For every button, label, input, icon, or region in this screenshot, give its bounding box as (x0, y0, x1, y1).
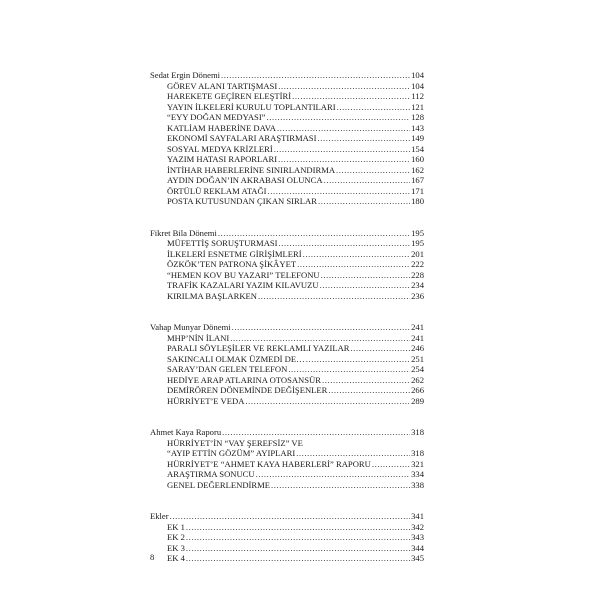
toc-page-number: 289 (411, 395, 424, 406)
toc-entry (150, 259, 424, 270)
toc-entry-title: EKONOMİ SAYFALARI ARAŞTIRMASI (167, 133, 317, 143)
toc-section (150, 511, 424, 564)
toc-entry (150, 385, 424, 396)
toc-entry-title: SARAY’DAN GELEN TELEFON (167, 364, 288, 374)
toc-entry (150, 469, 424, 480)
toc-section (150, 228, 424, 302)
dot-leader (297, 259, 410, 270)
dot-leader (274, 144, 410, 155)
dot-leader (218, 228, 410, 239)
toc-page-number: 345 (411, 553, 424, 563)
toc-page-number: 321 (411, 458, 424, 469)
dot-leader (324, 175, 411, 186)
toc-page-number: 236 (411, 290, 424, 301)
toc-entry (150, 396, 424, 407)
dot-leader (230, 333, 410, 344)
toc-page-number: 318 (411, 448, 424, 458)
toc-entry-title: “AYIP ETTİN GÖZÜM” AYIPLARI (167, 448, 296, 458)
dot-leader (258, 291, 410, 302)
toc-entry (150, 175, 424, 186)
dot-leader (245, 396, 410, 407)
toc-page-number: 104 (411, 70, 424, 80)
dot-leader (318, 196, 410, 207)
toc-entry-title: HÜRRİYET’E VEDA (167, 395, 245, 406)
page-number: 8 (150, 552, 155, 562)
toc-entry (150, 459, 424, 470)
dot-leader (320, 280, 411, 291)
toc-entry-title: “HEMEN KOV BU YAZARI” TELEFONU (167, 269, 320, 280)
toc-entry (150, 354, 424, 365)
toc-entry-title: KIRILMA BAŞLARKEN (167, 290, 257, 301)
dot-leader (351, 343, 411, 354)
toc-entry (150, 165, 424, 176)
toc-page-number: 266 (411, 385, 424, 395)
dot-leader (292, 91, 410, 102)
toc-entry-title: GÖREV ALANI TARTIŞMASI (167, 80, 278, 91)
toc-entry (150, 343, 424, 354)
toc-entry (150, 91, 424, 102)
toc-entry-title: GENEL DEĞERLENDİRME (167, 479, 271, 490)
toc-entry (150, 144, 424, 155)
toc-entry (150, 112, 424, 123)
dot-leader (317, 133, 410, 144)
toc-page-number: 180 (411, 196, 424, 206)
toc-entry (150, 123, 424, 134)
toc-page-number: 228 (411, 269, 424, 280)
toc-entry-title: AYDIN DOĞAN’IN AKRABASI OLUNCA (167, 175, 323, 185)
dot-leader (186, 522, 410, 533)
toc-page-number: 342 (411, 521, 424, 532)
toc-entry (150, 249, 424, 260)
toc-page-number: 246 (411, 343, 424, 353)
dot-leader (256, 469, 410, 480)
toc-page-number: 112 (411, 91, 424, 101)
toc-page-number: 143 (411, 122, 424, 133)
toc-entry-title: YAZIM HATASI RAPORLARI (167, 154, 278, 164)
toc-page-number: 338 (411, 479, 424, 490)
toc-section-heading (150, 511, 424, 522)
dot-leader (186, 532, 410, 543)
dot-leader (328, 385, 410, 396)
toc-entry-title: HEDİYE ARAP ATLARINA OTOSANSÜR (167, 374, 321, 385)
toc-entry (150, 102, 424, 113)
toc-page-number: 128 (411, 112, 424, 122)
toc-entry-title: EK 4 (167, 553, 185, 563)
toc-page-number: 343 (411, 532, 424, 542)
toc-page-number: 254 (411, 364, 424, 374)
toc-entry (150, 333, 424, 344)
toc-section (150, 70, 424, 207)
table-of-contents (150, 70, 424, 564)
toc-entry-title: MÜFETTİŞ SORUŞTURMASI (167, 238, 278, 248)
toc-entry-title: SAKINCALI OLMAK ÜZMEDİ DE… (167, 353, 305, 364)
toc-entry (150, 238, 424, 249)
dot-leader (232, 322, 410, 333)
dot-leader (186, 553, 410, 564)
toc-entry-title: İLKELERİ ESNETME GİRİŞİMLERİ (167, 248, 302, 259)
dot-leader (279, 238, 411, 249)
toc-section-heading (150, 228, 424, 239)
toc-entry-title: HAREKETE GEÇİREN ELEŞTİRİ (167, 91, 292, 101)
toc-page-number: 195 (411, 238, 424, 248)
toc-page-number: 154 (411, 143, 424, 154)
toc-entry (150, 280, 424, 291)
toc-section-heading (150, 70, 424, 81)
toc-entry-title: EK 1 (167, 521, 185, 532)
dot-leader (306, 354, 410, 365)
dot-leader (372, 459, 410, 470)
toc-entry-title: HÜRRİYET’E “AHMET KAYA HABERLERİ” RAPORU (167, 458, 371, 469)
toc-entry-title: İNTİHAR HABERLERİNE SINIRLANDIRMA (167, 164, 336, 175)
toc-entry-title: ÖZKÖK’TEN PATRONA ŞİKÂYET (167, 259, 297, 269)
toc-page-number: 162 (411, 164, 424, 175)
toc-page-number: 160 (411, 154, 424, 164)
dot-leader (288, 364, 410, 375)
toc-page-number: 149 (411, 133, 424, 143)
toc-page-number: 241 (411, 332, 424, 343)
toc-entry (150, 270, 424, 281)
toc-entry (150, 532, 424, 543)
toc-section-heading (150, 427, 424, 438)
toc-entry-title: MHP’NİN İLANI (167, 332, 230, 343)
toc-entry-title: PARALI SÖYLEŞİLER VE REKLAMLI YAZILAR (167, 343, 350, 353)
toc-page-number: 104 (411, 80, 424, 91)
toc-entry-title: TRAFİK KAZALARI YAZIM KILAVUZU (167, 280, 319, 290)
toc-entry (150, 480, 424, 491)
toc-page-number: 262 (411, 374, 424, 385)
toc-entry (150, 154, 424, 165)
toc-entry-title: YAYIN İLKELERİ KURULU TOPLANTILARI (167, 101, 336, 112)
toc-entry (150, 448, 424, 459)
toc-entry-title: Ahmet Kaya Raporu (150, 427, 222, 437)
toc-page-number: 171 (411, 185, 424, 196)
dot-leader (222, 427, 410, 438)
dot-leader (322, 375, 410, 386)
toc-entry-title: POSTA KUTUSUNDAN ÇIKAN SIRLAR (167, 196, 317, 206)
toc-entry (150, 364, 424, 375)
toc-entry-title: KATLİAM HABERİNE DAVA (167, 122, 277, 133)
toc-entry-title: Vahap Munyar Dönemi (150, 322, 231, 332)
toc-entry (150, 543, 424, 554)
toc-entry (150, 553, 424, 564)
toc-entry (150, 186, 424, 197)
toc-entry-title: EK 3 (167, 542, 185, 553)
toc-page-number: 334 (411, 469, 424, 479)
section-gap (150, 301, 424, 322)
toc-entry-title: Ekler (150, 511, 169, 521)
dot-leader (277, 123, 410, 134)
toc-section (150, 427, 424, 490)
toc-entry-title: HÜRRİYET’İN “VAY ŞEREFSİZ” VE (167, 437, 303, 448)
toc-entry-title: Sedat Ergin Dönemi (150, 70, 221, 80)
toc-page-number: 341 (411, 511, 424, 521)
dot-leader (268, 186, 411, 197)
toc-entry-title: EK 2 (167, 532, 185, 542)
dot-leader (271, 480, 410, 491)
dot-leader (321, 270, 411, 281)
toc-entry-title: “EYY DOĞAN MEDYASI” (167, 112, 266, 122)
toc-entry (150, 133, 424, 144)
toc-entry-title: DEMİRÖREN DÖNEMİNDE DEĞİŞENLER (167, 385, 328, 395)
toc-entry-title: Fikret Bila Dönemi (150, 227, 217, 238)
section-gap (150, 490, 424, 511)
dot-leader (267, 112, 411, 123)
dot-leader (296, 448, 410, 459)
dot-leader (186, 543, 410, 554)
toc-entry (150, 522, 424, 533)
toc-page-number: 241 (411, 322, 424, 332)
toc-entry-title: ÖRTÜLÜ REKLAM ATAĞI (167, 185, 267, 196)
toc-page-number: 195 (411, 227, 424, 238)
toc-page-number: 121 (411, 101, 424, 112)
toc-page-number: 318 (411, 427, 424, 437)
toc-page-number: 344 (411, 542, 424, 553)
dot-leader (278, 81, 410, 92)
toc-entry-title: ARAŞTIRMA SONUCU (167, 469, 255, 479)
dot-leader (337, 102, 411, 113)
toc-page-number: 234 (411, 280, 424, 290)
toc-entry (150, 375, 424, 386)
dot-leader (336, 165, 410, 176)
dot-leader (221, 70, 410, 81)
section-gap (150, 406, 424, 427)
toc-entry (150, 291, 424, 302)
toc-page-number: 251 (411, 353, 424, 364)
toc-page-number: 167 (411, 175, 424, 185)
toc-section-heading (150, 322, 424, 333)
toc-entry (150, 438, 424, 449)
toc-page-number: 222 (411, 259, 424, 269)
toc-entry-title: SOSYAL MEDYA KRİZLERİ (167, 143, 273, 154)
dot-leader (170, 511, 410, 522)
toc-entry (150, 196, 424, 207)
section-gap (150, 207, 424, 228)
dot-leader (303, 249, 410, 260)
dot-leader (278, 154, 410, 165)
toc-section (150, 322, 424, 406)
toc-page-number: 201 (411, 248, 424, 259)
toc-entry (150, 81, 424, 92)
